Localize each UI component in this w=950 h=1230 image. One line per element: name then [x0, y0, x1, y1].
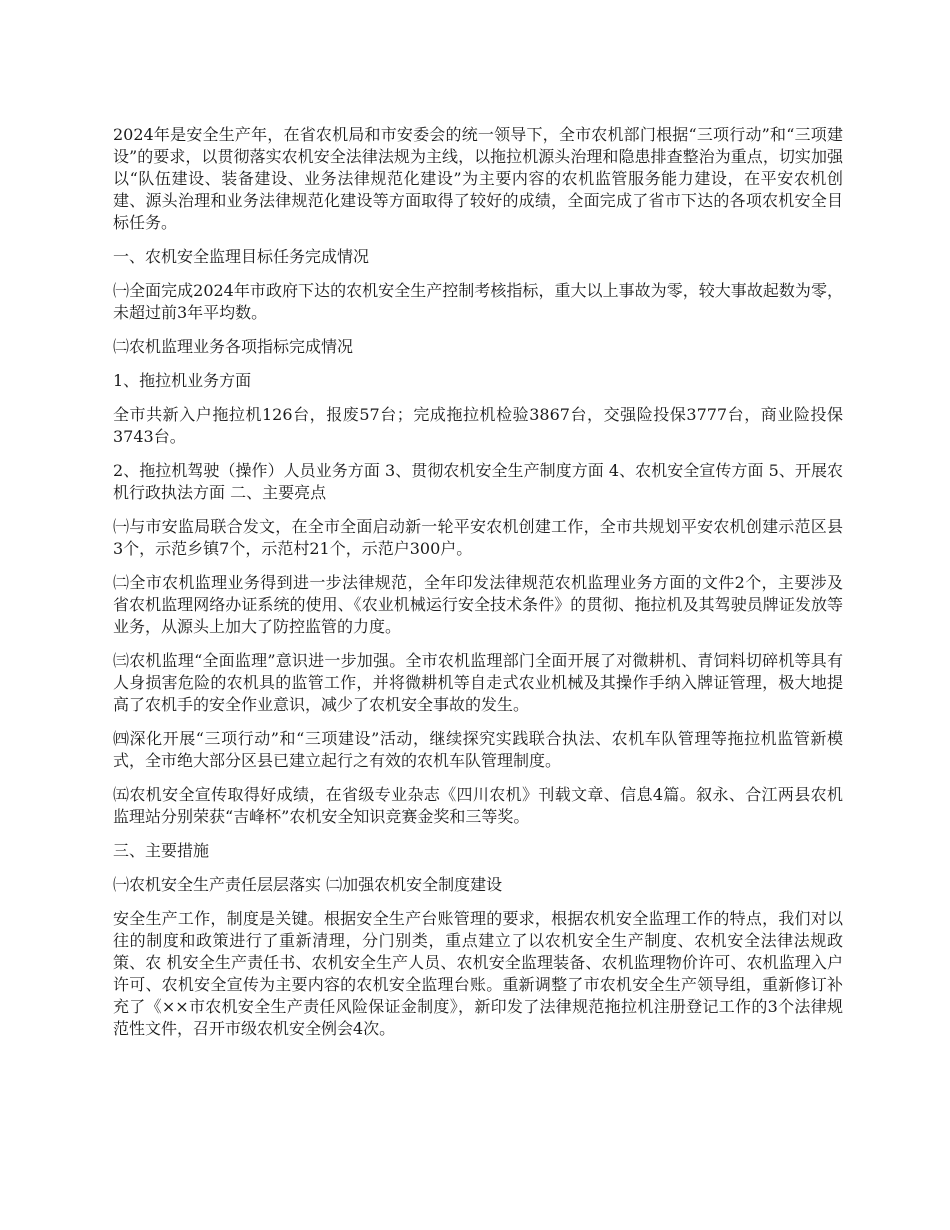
item-paragraph: ㈠全面完成2024年市政府下达的农机安全生产控制考核指标，重大以上事故为零，较大事故起数为零，未超过前3年平均数。 — [113, 281, 843, 322]
section-heading-3: 三、主要措施 — [113, 841, 210, 860]
subsection-heading: 1、拖拉机业务方面 — [113, 371, 252, 390]
item-paragraph: ㈤农机安全宣传取得好成绩，在省级专业杂志《四川农机》刊载文章、信息4篇。叙永、合江两县农机监理站分别荣获“吉峰杯”农机安全知识竞赛金奖和三等奖。 — [113, 785, 843, 826]
item-paragraph: ㈠农机安全生产责任层层落实 ㈡加强农机安全制度建设 — [113, 875, 503, 894]
section-heading-1: 一、农机安全监理目标任务完成情况 — [113, 247, 370, 266]
document-body — [113, 124, 843, 1052]
body-paragraph: 安全生产工作，制度是关键。根据安全生产台账管理的要求，根据农机安全监理工作的特点，我们对以往的制度和政策进行了重新清理，分门别类，重点建立了以农机安全生产制度、农机安全法律法规政策、农 机安全生产责任书、农机安全生产人员、农机安全监理装备、农机监理物价许可、农机监理入户许可、农机安全宣传为主要内容的农机安全监理台账。重新调整了市农机安全生产领导组，重新修订补充了《××市农机安全生产责任风险保证金制度》，新印发了法律规范拖拉机注册登记工作的3个法律规范性文件，召开市级农机安全例会4次。 — [113, 909, 843, 1038]
body-paragraph: 2、拖拉机驾驶（操作）人员业务方面 3、贯彻农机安全生产制度方面 4、农机安全宣传方面 5、开展农机行政执法方面 二、主要亮点 — [113, 461, 843, 502]
body-paragraph: 全市共新入户拖拉机126台，报废57台；完成拖拉机检验3867台，交强险投保3777台，商业险投保3743台。 — [113, 405, 843, 446]
item-paragraph: ㈣深化开展“三项行动”和“三项建设”活动，继续探究实践联合执法、农机车队管理等拖拉机监管新模式，全市绝大部分区县已建立起行之有效的农机车队管理制度。 — [113, 729, 843, 770]
item-paragraph: ㈠与市安监局联合发文，在全市全面启动新一轮平安农机创建工作，全市共规划平安农机创建示范区县3个，示范乡镇7个，示范村21个，示范户300户。 — [113, 517, 843, 558]
intro-paragraph: 2024年是安全生产年，在省农机局和市安委会的统一领导下，全市农机部门根据“三项行动”和“三项建设”的要求，以贯彻落实农机安全法律法规为主线，以拖拉机源头治理和隐患排查整治为重点，切实加强以“队伍建设、装备建设、业务法律规范化建设”为主要内容的农机监管服务能力建设，在平安农机创建、源头治理和业务法律规范化建设等方面取得了较好的成绩，全面完成了省市下达的各项农机安全目标任务。 — [113, 125, 843, 232]
subsection-heading: ㈡农机监理业务各项指标完成情况 — [113, 337, 354, 356]
item-paragraph: ㈡全市农机监理业务得到进一步法律规范，全年印发法律规范农机监理业务方面的文件2个，主要涉及省农机监理网络办证系统的使用、《农业机械运行安全技术条件》的贯彻、拖拉机及其驾驶员牌证发放等业务，从源头上加大了防控监管的力度。 — [113, 573, 843, 636]
item-paragraph: ㈢农机监理“全面监理”意识进一步加强。全市农机监理部门全面开展了对微耕机、青饲料切碎机等具有人身损害危险的农机具的监管工作，并将微耕机等自走式农业机械及其操作手纳入牌证管理，极大地提高了农机手的安全作业意识，减少了农机安全事故的发生。 — [113, 651, 843, 714]
